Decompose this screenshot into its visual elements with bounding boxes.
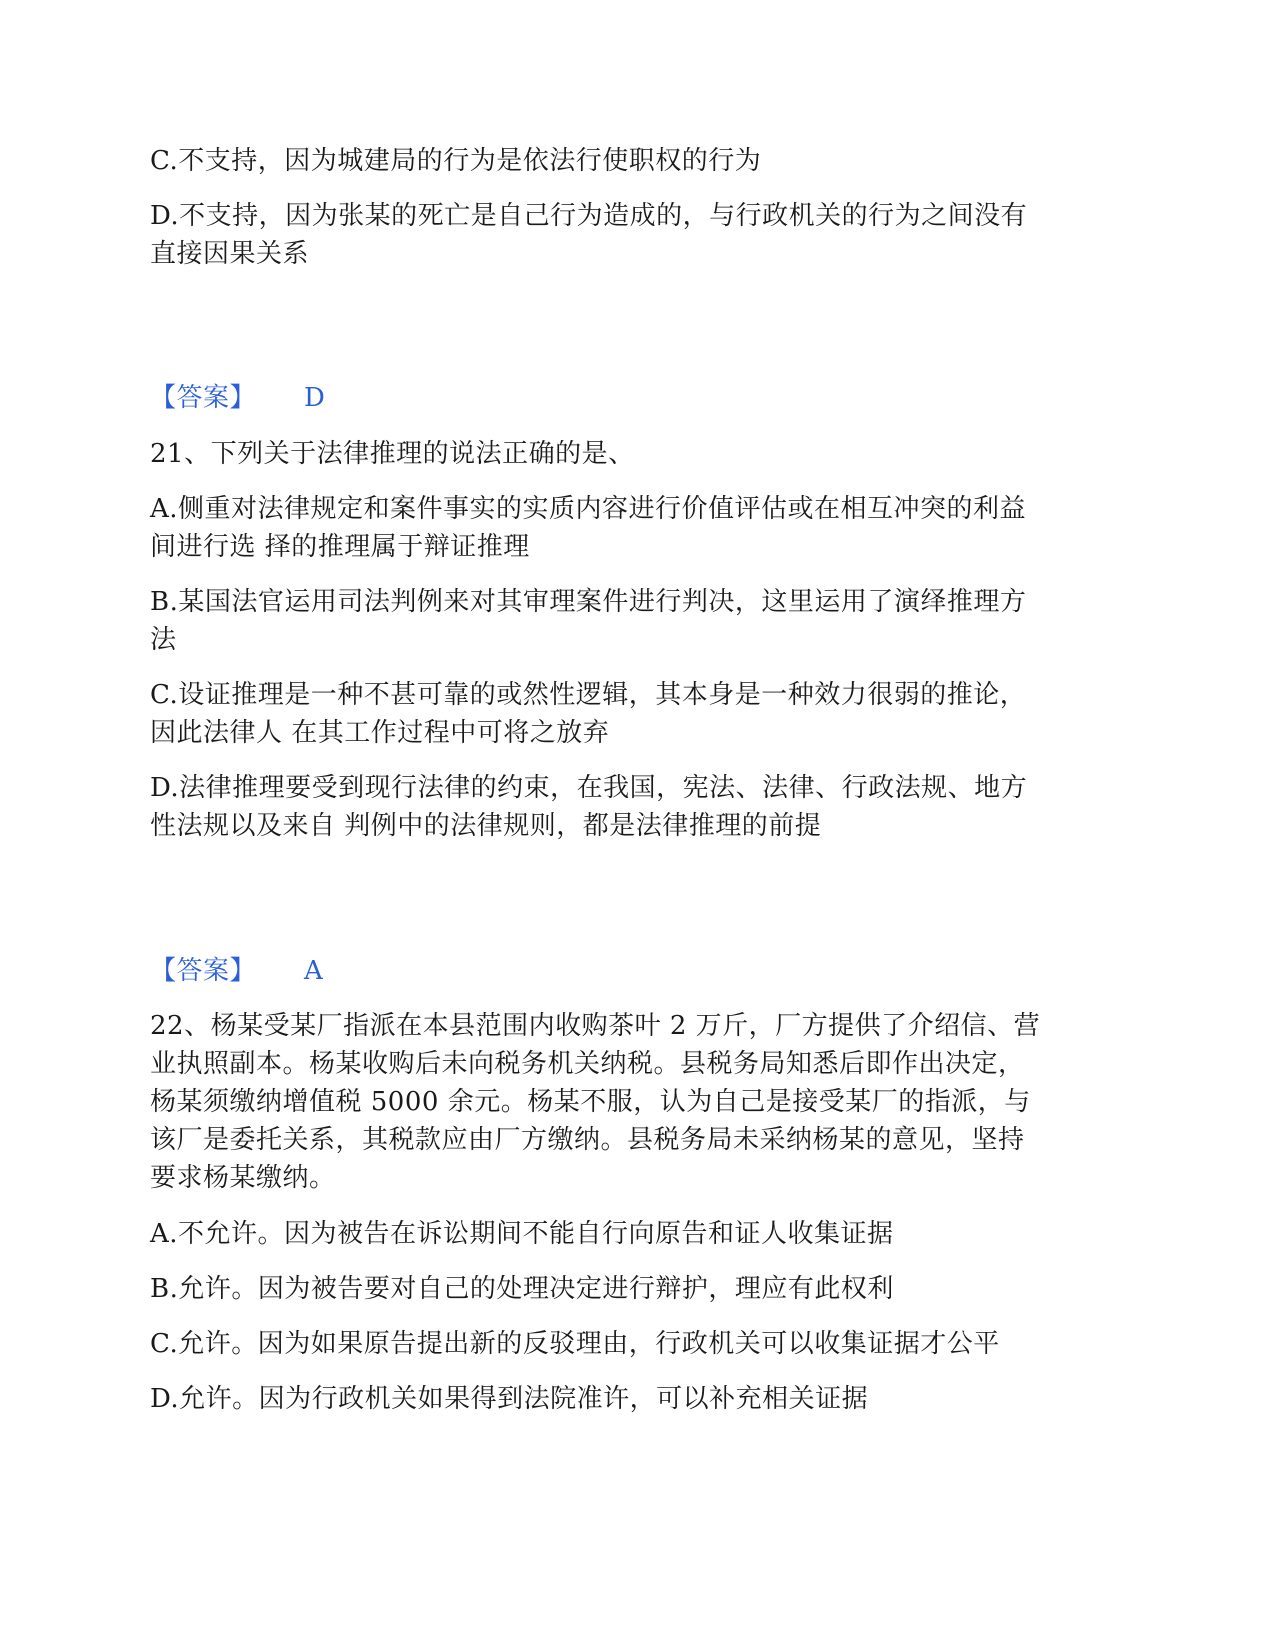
question-22-stem-line3: 杨某须缴纳增值税 5000 余元。杨某不服，认为自己是接受某厂的指派，与 — [150, 1087, 1031, 1117]
answer-row-1 — [150, 378, 325, 418]
question-21-option-a-line1: A.侧重对法律规定和案件事实的实质内容进行价值评估或在相互冲突的利益 — [150, 494, 1027, 524]
question-21-option-b-line2: 法 — [150, 625, 177, 655]
question-21-option-c-line2: 因此法律人 在其工作过程中可将之放弃 — [150, 718, 610, 748]
answer-value: D — [304, 383, 326, 413]
question-21-option-b-line1: B.某国法官运用司法判例来对其审理案件进行判决，这里运用了演绎推理方 — [150, 587, 1027, 617]
question-21-option-d-line1: D.法律推理要受到现行法律的约束，在我国，宪法、法律、行政法规、地方 — [150, 773, 1028, 803]
question-21-stem: 21、下列关于法律推理的说法正确的是、 — [150, 439, 635, 469]
question-21-option-c-line1: C.设证推理是一种不甚可靠的或然性逻辑，其本身是一种效力很弱的推论， — [150, 680, 1027, 710]
question-22-option-d: D.允许。因为行政机关如果得到法院准许，可以补充相关证据 — [150, 1384, 869, 1414]
question-22-option-c: C.允许。因为如果原告提出新的反驳理由，行政机关可以收集证据才公平 — [150, 1329, 1000, 1359]
option-d-previous-line1: D.不支持，因为张某的死亡是自己行为造成的，与行政机关的行为之间没有 — [150, 201, 1028, 231]
question-22-stem-line1: 22、杨某受某厂指派在本县范围内收购茶叶 2 万斤，厂方提供了介绍信、营 — [150, 1011, 1041, 1041]
question-22-stem-line4: 该厂是委托关系，其税款应由厂方缴纳。县税务局未采纳杨某的意见，坚持 — [150, 1125, 1025, 1155]
question-22-option-b: B.允许。因为被告要对自己的处理决定进行辩护，理应有此权利 — [150, 1274, 894, 1304]
answer-row-2 — [150, 951, 323, 991]
question-22-stem-line2: 业执照副本。杨某收购后未向税务机关纳税。县税务局知悉后即作出决定， — [150, 1049, 1025, 1079]
question-22-stem-line5: 要求杨某缴纳。 — [150, 1163, 336, 1193]
option-c-previous: C.不支持，因为城建局的行为是依法行使职权的行为 — [150, 146, 762, 176]
question-21-option-d-line2: 性法规以及来自 判例中的法律规则，都是法律推理的前提 — [150, 811, 822, 841]
answer-tag: 【答案】 — [150, 956, 257, 986]
answer-value: A — [304, 956, 324, 986]
answer-tag: 【答案】 — [150, 383, 257, 413]
question-22-option-a: A.不允许。因为被告在诉讼期间不能自行向原告和证人收集证据 — [150, 1219, 894, 1249]
question-21-option-a-line2: 间进行选 择的推理属于辩证推理 — [150, 532, 530, 562]
option-d-previous-line2: 直接因果关系 — [150, 239, 310, 269]
